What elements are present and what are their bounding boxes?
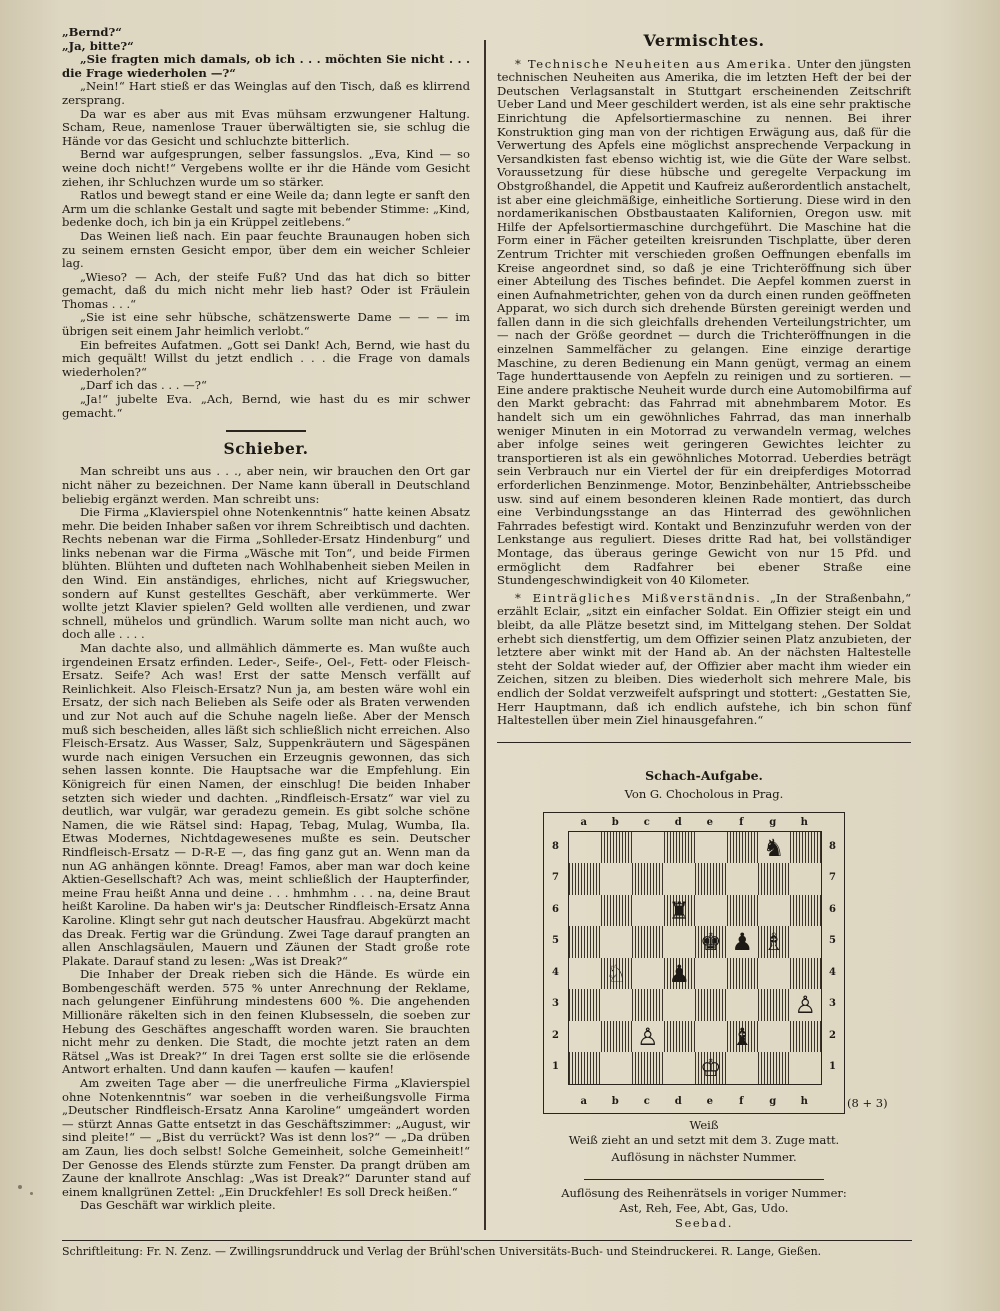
chess-square (632, 926, 664, 958)
misunderstanding-article (497, 592, 911, 728)
rank-label: 8 (829, 840, 836, 852)
chess-square (790, 1052, 822, 1084)
file-label: g (769, 1096, 777, 1108)
rank-label: 2 (552, 1029, 559, 1041)
chess-square (601, 863, 633, 895)
chess-square (569, 1021, 601, 1053)
section-rule (226, 430, 306, 432)
chess-square (727, 1021, 759, 1053)
story-paragraph: „Sie fragten mich damals, ob ich . . . möchten Sie nicht . . . die Frage wiederholen —?“ (62, 52, 470, 80)
story-paragraph: Ratlos und bewegt stand er eine Weile da; dann legte er sanft den Arm um die schlanke Gestalt und sagte mit bebender Stimme: „Kind, bedenke doch, ich bin ja ein Krüppel zeitlebens.“ (62, 188, 470, 230)
chess-square (758, 863, 790, 895)
chess-piece: ♜ (668, 896, 690, 925)
rank-label: 1 (552, 1061, 559, 1073)
chess-board (568, 831, 822, 1085)
chess-task: Weiß zieht an und setzt mit dem 3. Zuge matt. (568, 1132, 840, 1147)
riddle-solution-words: Ast, Reh, Fee, Abt, Gas, Udo. (619, 1200, 789, 1215)
chess-square (664, 989, 696, 1021)
chess-square (601, 895, 633, 927)
rank-label: 1 (829, 1061, 836, 1073)
article-paragraph: Das Geschäft war wirklich pleite. (80, 1198, 276, 1213)
chess-square (601, 832, 633, 864)
chess-square (695, 1021, 727, 1053)
chess-square (664, 895, 696, 927)
rank-label: 5 (829, 935, 836, 947)
chess-square (758, 895, 790, 927)
chess-square (664, 1052, 696, 1084)
chess-piece: ♙ (794, 991, 816, 1020)
story-paragraph: „Wieso? — Ach, der steife Fuß? Und das hat dich so bitter gemacht, daß du mich nicht mehr lieb hast? Oder ist Fräulein Thomas . . .“ (62, 269, 470, 311)
rank-label: 3 (552, 998, 559, 1010)
side-to-move: Weiß (689, 1117, 719, 1132)
story-paragraph: „Ja!“ jubelte Eva. „Ach, Bernd, wie hast du es mir schwer gemacht.“ (62, 392, 470, 420)
file-label: b (611, 1096, 619, 1108)
left-column (62, 26, 470, 1213)
chess-square (601, 989, 633, 1021)
chess-square (569, 895, 601, 927)
file-label: b (611, 816, 619, 828)
chess-square (664, 832, 696, 864)
chess-square (632, 989, 664, 1021)
misunderstanding-lead: * Einträgliches Mißverständnis. (515, 590, 762, 605)
chess-piece: ♞ (762, 833, 785, 862)
chess-piece: ♟ (668, 959, 690, 988)
rank-label: 7 (829, 872, 836, 884)
chess-square (758, 989, 790, 1021)
rank-label: 2 (829, 1029, 836, 1041)
story-ending (62, 26, 470, 420)
chess-square (758, 1021, 790, 1053)
chess-board-grid (569, 832, 821, 1084)
vermischtes-title: Vermischtes. (643, 31, 765, 50)
chess-solution-note: Auflösung in nächster Nummer. (611, 1149, 797, 1164)
riddle-solution-answer: Seebad. (675, 1215, 733, 1230)
chess-square (727, 863, 759, 895)
section-rule (584, 1179, 824, 1180)
chess-square (632, 863, 664, 895)
chess-square (601, 958, 633, 990)
chess-square (695, 1052, 727, 1084)
chess-piece: ♚ (699, 928, 722, 957)
chess-piece: ♘ (605, 959, 627, 988)
riddle-solution-title: Auflösung des Reihenrätsels in voriger Nummer: (561, 1185, 847, 1200)
chess-square (790, 1021, 822, 1053)
chess-square (569, 926, 601, 958)
chess-square (695, 832, 727, 864)
chess-square (601, 926, 633, 958)
chess-square (569, 832, 601, 864)
chess-square (727, 1052, 759, 1084)
file-labels-top (568, 816, 820, 830)
file-label: e (706, 1096, 713, 1108)
file-label: a (580, 1096, 587, 1108)
chess-piece: ♟ (731, 928, 753, 957)
chess-piece: ♔ (699, 1054, 722, 1083)
chess-square (727, 989, 759, 1021)
tech-news-article (497, 58, 911, 588)
chess-square (632, 832, 664, 864)
chess-square (632, 1052, 664, 1084)
print-smudge (30, 1192, 33, 1195)
file-labels-bottom (568, 1095, 820, 1109)
rank-labels-left (552, 831, 559, 1083)
story-paragraph: Das Weinen ließ nach. Ein paar feuchte Braunaugen hoben sich zu seinem ernsten Gesicht empor, über dem ein weicher Schleier lag. (62, 228, 470, 271)
file-label: f (739, 816, 744, 828)
chess-square (790, 958, 822, 990)
rank-labels-right (829, 831, 836, 1083)
right-column (497, 26, 911, 1231)
story-paragraph: „Bernd?“ (62, 25, 122, 39)
rank-label: 5 (552, 935, 559, 947)
chess-square (569, 863, 601, 895)
file-label: d (674, 1096, 682, 1108)
article-paragraph: Die Inhaber der Dreak rieben sich die Hände. Es würde ein Bombengeschäft werden. 575 % unter Anrechnung der Reklame, nach gelungener Einführung mindestens 600 %. Die angehenden Millionäre räkelten sich in den feinen Klubsesseln, die soeben zur Hebung des Geschäftes angeschafft worden waren. Sie brauchten nicht mehr zu denken. Die Stadt, die mochte jetzt raten an dem Rätsel „Was ist Dreak?“ In drei Tagen erst sollte sie die erlösende Antwort erhalten. Und dann kaufen — kaufen — kaufen! (62, 967, 470, 1077)
story-paragraph: „Nein!“ Hart stieß er das Weinglas auf den Tisch, daß es klirrend zersprang. (62, 79, 470, 107)
chess-square (569, 958, 601, 990)
chess-square (695, 989, 727, 1021)
print-smudge (18, 1185, 22, 1189)
tech-news-lead: * Technische Neuheiten aus Amerika. (515, 56, 793, 71)
rank-label: 6 (552, 903, 559, 915)
chess-piece: ♙ (636, 1022, 659, 1051)
rank-label: 3 (829, 998, 836, 1010)
chess-square (790, 832, 822, 864)
file-label: f (739, 1096, 744, 1108)
chess-square (727, 958, 759, 990)
chess-square (601, 1021, 633, 1053)
chess-square (664, 1021, 696, 1053)
chess-square (569, 989, 601, 1021)
file-label: c (643, 816, 650, 828)
chess-square (790, 926, 822, 958)
chess-square (664, 863, 696, 895)
file-label: c (643, 1096, 650, 1108)
chess-square (569, 1052, 601, 1084)
section-rule (497, 742, 911, 743)
chess-square (664, 926, 696, 958)
story-paragraph: Bernd war aufgesprungen, selber fassungslos. „Eva, Kind — so weine doch nicht!“ Vergebens wollte er ihr die Hände vom Gesicht ziehen, ihr Schluchzen wurde um so stärker. (62, 147, 470, 189)
chess-piece: ♗ (762, 928, 785, 957)
article-paragraph: Man dachte also, und allmählich dämmerte es. Man wußte auch irgendeinen Ersatz erfinden. Leder-, Seife-, Oel-, Fett- oder Fleisch-Ersatz. Seife? Ach was! Erst der satte Mensch verfällt auf Reinlichkeit. Also Fleisch-Ersatz? Nun ja, am besten wäre wohl ein Ersatz, der sich nach Belieben als Seife oder als Braten verwenden und zur Not auch auf die Schuhe nageln ließe. Aber der Mensch muß sich bescheiden, alles läßt sich schließlich nicht erreichen. Also Fleisch-Ersatz. Aus Wasser, Salz, Suppenkräutern und Sägespänen wurde nach einigen Versuchen ein Erzeugnis gewonnen, das sich sehen lassen konnte. Die Hauptsache war die Empfehlung. Ein Königreich für einen Namen, der einschlug! Die beiden Inhaber setzten sich wieder und dachten. „Rindfleisch-Ersatz“ war viel zu deutlich, war vulgär, war geradezu gemein. Es gibt solche schöne Namen, die wie Rätsel sind: Hapag, Tebag, Mulag, Wumba, Ila. Etwas Modernes, Nichtdagewesenes mußte es sein. Deutscher Rindfleisch-Ersatz — D-R-E —, das fing ganz gut an. Wenn man da nun AG anhängen könnte. Dreag! Famos, aber man war doch keine Aktien-Gesellschaft? Ach was, meint schließlich der Haupterfinder, meine Frau heißt Anna und deine . . . hmhmhm . . . na, deine Braut heißt Karoline. Da haben wir's ja: Deutscher Rindfleisch-Ersatz Anna Karoline. Klingt sehr gut nach deutscher Hausfrau. Abgekürzt macht das Dreak. Fertig war die Gründung. Zwei Tage darauf prangten an allen Anschlagsäulen, Mauern und Zäunen der Stadt große rote Plakate. Darauf stand zu lesen: „Was ist Dreak?“ (62, 641, 470, 968)
chess-square (758, 926, 790, 958)
story-paragraph: Ein befreites Aufatmen. „Gott sei Dank! Ach, Bernd, wie hast du mich gequält! Willst du jetzt endlich . . . die Frage von damals wiederholen?“ (62, 337, 470, 379)
story-paragraph: „Darf ich das . . . —?“ (80, 378, 207, 393)
schieber-article (62, 465, 470, 1213)
chess-square (758, 958, 790, 990)
piece-count: (8 + 3) (847, 1095, 888, 1110)
column-divider (484, 40, 486, 1230)
chess-square (695, 926, 727, 958)
chess-square (695, 863, 727, 895)
chess-square (695, 958, 727, 990)
chess-piece: ♝ (731, 1022, 753, 1051)
tech-news-body: Unter den jüngsten technischen Neuheiten aus Amerika, die im letzten Heft der bei der Deutschen Verlagsanstalt in Stuttgart erscheinenden Zeitschrift Ueber Land und Meer geschildert werden, ist als eine sehr praktische Einrichtung die Apfelsortiermaschine zu nennen. Bei ihrer Konstruktion ging man von der richtigen Erwägung aus, daß für die Verwertung des Apfels eine möglichst ansprechende Verpackung in Versandkisten fast ebenso wichtig ist, wie die Güte der Ware selbst. Voraussetzung für diese hübsche und geregelte Verpackung im Obstgroßhandel, die Appetit und Kaufreiz außerordentlich anstachelt, ist aber eine gleichmäßige, einheitliche Sortierung. Diese wird in den nordamerikanischen Obstbaustaaten Kalifornien, Oregon usw. mit Hilfe der Apfelsortiermaschine durchgeführt. Die Maschine hat die Form einer in Fächer geteilten kreisrunden Tischplatte, über deren Zentrum Trichter mit verschieden großen Oeffnungen ebenfalls im Kreise angeordnet sind, so daß je eine Trichteröffnung sich über einer Abteilung des Tisches befindet. Die Aepfel kommen zuerst in einen Aufnahmetrichter, gehen von da durch einen runden geöffneten Apparat, wo sich durch sich drehende Bürsten gereinigt werden und fallen dann in die sich gleichfalls drehenden Verteilungstrichter, um — nach der Größe geordnet — durch die Trichteröffnungen in die einzelnen Sammelfächer zu gelangen. Eine einzige derartige Maschine, zu deren Bedienung ein Mann genügt, vermag an einem Tage hunderttausende von Aepfeln zu reinigen und zu sortieren. — Eine andere praktische Neuheit wurde durch eine Automobilfirma auf den Markt gebracht: das Fahrrad mit abnehmbarem Motor. Es handelt sich um ein gewöhnliches Fahrrad, das man innerhalb weniger Minuten in ein Motorrad zu verwandeln vermag, welches aber infolge seines weit geringeren Gewichtes leichter zu transportieren ist als ein gewöhnliches Motorrad. Ueberdies beträgt sein Verbrauch nur ein Viertel der für ein dreipferdiges Motorrad erforderlichen Benzinmenge. Motor, Benzinbehälter, Antriebsscheibe usw. sind auf einem besonderen kleinen Rade montiert, das durch eine Verbindungsstange an das Hinterrad des gewöhnlichen Fahrrades befestigt wird. Kontakt und Benzinzufuhr werden von der Lenkstange aus reguliert. Dieses dritte Rad hat, bei vollständiger Montage, das überaus geringe Gewicht von nur 15 Pfd. und ermöglicht dem Radfahrer bei ebener Straße eine Stundengeschwindigkeit von 40 Kilometer. (497, 56, 912, 588)
file-label: g (769, 816, 777, 828)
chess-square (695, 895, 727, 927)
file-label: a (580, 816, 587, 828)
chess-diagram-frame (543, 812, 845, 1114)
chess-square (727, 926, 759, 958)
rank-label: 7 (552, 872, 559, 884)
article-paragraph: Am zweiten Tage aber — die unerfreuliche Firma „Klavierspiel ohne Notenkenntnis“ war soeben in die verheißungsvolle Firma „Deutscher Rindfleisch-Ersatz Anna Karoline“ umgeändert worden — stürzt Annas Gatte entsetzt in das Geschäftszimmer: „August, wir sind pleite!“ — „Bist du verrückt? Was ist denn los?“ — „Da drüben am Zaun, lies doch selbst! Solche Gemeinheit, solche Gemeinheit!“ Der Genosse des Elends stürzte zum Fenster. Da prangt drüben am Zaune der knallrote Anschlag: „Was ist Dreak?“ Darunter stand auf einem knallgrünen Zettel: „Ein Druckfehler! Es soll Dreck heißen.“ (62, 1076, 470, 1199)
chess-square (758, 1052, 790, 1084)
chess-square (632, 895, 664, 927)
story-paragraph: Da war es aber aus mit Evas mühsam erzwungener Haltung. Scham, Reue, namenlose Trauer überwältigten sie, sie schlug die Hände vor das Gesicht und schluchzte bitterlich. (62, 106, 470, 148)
article-paragraph: Man schreibt uns aus . . ., aber nein, wir brauchen den Ort gar nicht näher zu bezeichnen. Der Name kann überall in Deutschland beliebig ergänzt werden. Man schreibt uns: (62, 464, 470, 506)
chess-square (790, 895, 822, 927)
schieber-title: Schieber. (223, 438, 309, 458)
chess-square (632, 958, 664, 990)
chess-square (664, 958, 696, 990)
rank-label: 4 (829, 966, 836, 978)
chess-square (758, 832, 790, 864)
story-paragraph: „Ja, bitte?“ (62, 38, 134, 53)
file-label: e (706, 816, 713, 828)
chess-square (727, 895, 759, 927)
rank-label: 4 (552, 966, 559, 978)
chess-square (790, 863, 822, 895)
rank-label: 6 (829, 903, 836, 915)
story-paragraph: „Sie ist eine sehr hübsche, schätzenswerte Dame — — — im übrigen seit einem Jahr heimlich verlobt.“ (62, 310, 470, 339)
chess-square (601, 1052, 633, 1084)
chess-square (727, 832, 759, 864)
file-label: h (800, 816, 808, 828)
chess-square (790, 989, 822, 1021)
file-label: d (674, 816, 682, 828)
chess-title: Schach-Aufgabe. (645, 767, 763, 783)
chess-problem (497, 812, 911, 1114)
chess-author: Von G. Chocholous in Prag. (624, 787, 784, 802)
file-label: h (800, 1096, 808, 1108)
article-paragraph: Die Firma „Klavierspiel ohne Notenkenntnis“ hatte keinen Absatz mehr. Die beiden Inhaber saßen vor ihrem Schreibtisch und dachten. Rechts nebenan war die Firma „Sohlleder-Ersatz Hindenburg“ und links nebenan war die Firma „Wäsche mit Ton“, und beide Firmen blühten. Blühten und dufteten nach Wohlhabenheit sieben Meilen in den Wind. Ein anständiges, ehrliches, nicht auf Kriegswucher, sondern auf Kunst gestelltes Geschäft, aber verkümmerte. Wer wollte jetzt Klavier spielen? Geld wollten alle verdienen, und zwar schnell, mühelos und gründlich. Warum sollte man nicht auch, wo doch alle . . . . (62, 505, 470, 642)
chess-square (632, 1021, 664, 1053)
imprint-footer: Schriftleitung: Fr. N. Zenz. — Zwillingsrunddruck und Verlag der Brühl'schen Universitäts-Buch- und Steindruckerei. R. Lange, Gießen. (62, 1240, 912, 1258)
misunderstanding-body: „In der Straßenbahn,“ erzählt Eclair, „sitzt ein einfacher Soldat. Ein Offizier steigt ein und bleibt, da alle Plätze besetzt sind, im Mittelgang stehen. Der Soldat erhebt sich dienstfertig, um dem Offizier seinen Platz anzubieten, der letztere aber winkt mit der Hand ab. An der nächsten Haltestelle steht der Soldat wieder auf, der Offizier aber macht ihm wieder ein Zeichen, sitzen zu bleiben. Dies wiederholt sich mehrere Male, bis endlich der Soldat verzweifelt aufspringt und stottert: „Gestatten Sie, Herr Hauptmann, daß ich endlich aufstehe, ich bin schon fünf Haltestellen über mein Ziel hinausgefahren.“ (497, 590, 912, 728)
rank-label: 8 (552, 840, 559, 852)
